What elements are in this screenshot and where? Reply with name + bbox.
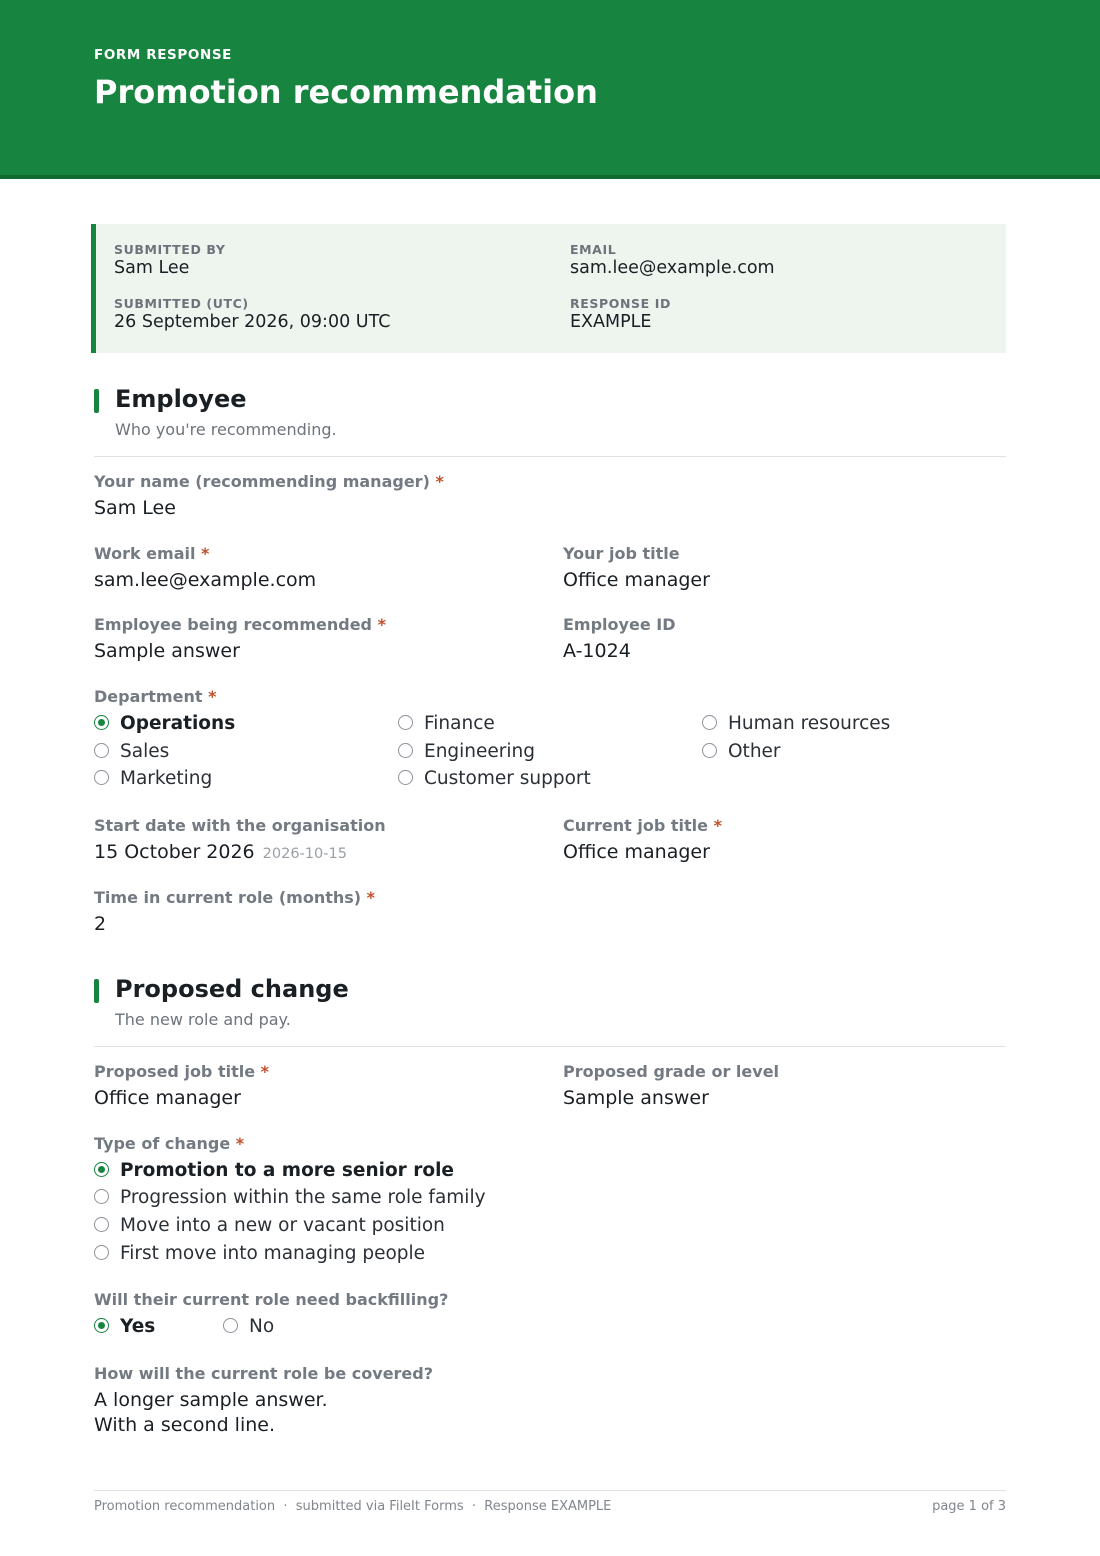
form-kicker: FORM RESPONSE <box>94 47 232 63</box>
field-label: Your name (recommending manager) * <box>94 472 444 491</box>
radio-option-yes[interactable]: Yes <box>94 1316 155 1338</box>
meta-submitted-by <box>114 242 225 279</box>
required-marker: * <box>208 687 217 706</box>
field-department <box>94 687 216 707</box>
section-subtitle: Who you're recommending. <box>115 420 337 439</box>
field-label: How will the current role be covered? <box>94 1364 434 1383</box>
radio-empty-icon <box>94 1189 109 1204</box>
required-marker: * <box>435 472 444 491</box>
field-label: Time in current role (months) * <box>94 888 376 907</box>
meta-response-id-value: EXAMPLE <box>570 312 652 332</box>
meta-submitted-utc-value: 26 September 2026, 09:00 UTC <box>114 312 391 332</box>
radio-option-sales[interactable]: Sales <box>94 741 169 763</box>
field-value: Sample answer <box>94 640 240 662</box>
footer-text: Promotion recommendation · submitted via FileIt Forms · Response EXAMPLE <box>94 1499 612 1514</box>
radio-empty-icon <box>94 1217 109 1232</box>
field-value: Office manager <box>563 569 710 591</box>
field-value-line: A longer sample answer. <box>94 1389 328 1411</box>
page-title: Promotion recommendation <box>94 73 598 111</box>
field-your-job-title <box>563 544 710 593</box>
section-employee-header <box>94 387 1006 457</box>
field-current-job-title <box>563 816 722 865</box>
field-time-in-role <box>94 888 375 937</box>
radio-option-no[interactable]: No <box>223 1316 274 1338</box>
field-label: Type of change * <box>94 1134 245 1153</box>
required-marker: * <box>713 816 722 835</box>
field-start-date <box>94 816 386 867</box>
field-label: Department * <box>94 687 217 706</box>
radio-empty-icon <box>398 715 413 730</box>
field-value: 2 <box>94 913 107 935</box>
section-subtitle: The new role and pay. <box>115 1010 291 1029</box>
radio-empty-icon <box>702 715 717 730</box>
radio-option-other[interactable]: Other <box>702 741 781 763</box>
field-value: 15 October 2026 2026-10-15 <box>94 841 347 863</box>
iso-date: 2026-10-15 <box>262 846 347 862</box>
radio-option-new-position[interactable]: Move into a new or vacant position <box>94 1215 445 1237</box>
meta-email-label: EMAIL <box>570 242 617 257</box>
section-proposed-header <box>94 977 1006 1047</box>
radio-option-marketing[interactable]: Marketing <box>94 768 212 790</box>
meta-response-id <box>570 296 671 333</box>
radio-selected-icon <box>94 1162 109 1177</box>
field-label: Employee being recommended * <box>94 615 386 634</box>
meta-email-value: sam.lee@example.com <box>570 258 775 278</box>
field-value: Office manager <box>563 841 710 863</box>
required-marker: * <box>260 1062 270 1081</box>
field-label: Proposed job title * <box>94 1062 270 1081</box>
meta-response-id-label: RESPONSE ID <box>570 296 671 311</box>
radio-option-human-resources[interactable]: Human resources <box>702 713 890 735</box>
field-coverage <box>94 1364 433 1438</box>
radio-selected-icon <box>94 1318 109 1333</box>
radio-empty-icon <box>223 1318 238 1333</box>
field-work-email <box>94 544 316 593</box>
field-your-name <box>94 472 444 521</box>
field-backfill <box>94 1290 448 1310</box>
field-value: Sample answer <box>563 1087 709 1109</box>
radio-option-customer-support[interactable]: Customer support <box>398 768 591 790</box>
section-title: Proposed change <box>115 975 349 1003</box>
radio-option-managing-people[interactable]: First move into managing people <box>94 1243 425 1265</box>
field-proposed-grade <box>563 1062 779 1111</box>
meta-submitted-by-label: SUBMITTED BY <box>114 242 226 257</box>
field-label: Proposed grade or level <box>563 1062 780 1081</box>
radio-empty-icon <box>398 743 413 758</box>
radio-empty-icon <box>702 743 717 758</box>
radio-option-engineering[interactable]: Engineering <box>398 741 535 763</box>
field-value: A-1024 <box>563 640 631 662</box>
field-value-line: With a second line. <box>94 1414 275 1436</box>
page-footer <box>94 1490 1006 1514</box>
radio-empty-icon <box>398 770 413 785</box>
field-label: Current job title * <box>563 816 722 835</box>
required-marker: * <box>377 615 386 634</box>
required-marker: * <box>235 1134 245 1153</box>
field-label: Your job title <box>563 544 680 563</box>
field-value: Sam Lee <box>94 497 176 519</box>
field-employee-id <box>563 615 675 664</box>
field-proposed-job-title <box>94 1062 269 1111</box>
radio-empty-icon <box>94 770 109 785</box>
section-title: Employee <box>115 385 247 413</box>
field-value <box>94 1388 433 1438</box>
field-label: Start date with the organisation <box>94 816 386 835</box>
radio-option-finance[interactable]: Finance <box>398 713 495 735</box>
meta-submitted-by-value: Sam Lee <box>114 258 190 278</box>
submission-meta-panel <box>91 224 1006 353</box>
radio-option-promotion[interactable]: Promotion to a more senior role <box>94 1160 454 1182</box>
meta-submitted-utc-label: SUBMITTED (UTC) <box>114 296 249 311</box>
required-marker: * <box>201 544 210 563</box>
field-value: sam.lee@example.com <box>94 569 317 591</box>
field-label: Employee ID <box>563 615 676 634</box>
meta-email <box>570 242 775 279</box>
radio-selected-icon <box>94 715 109 730</box>
field-employee-recommended <box>94 615 386 664</box>
required-marker: * <box>366 888 376 907</box>
field-label: Work email * <box>94 544 210 563</box>
meta-submitted-utc <box>114 296 390 333</box>
radio-option-progression[interactable]: Progression within the same role family <box>94 1187 486 1209</box>
section-accent-bar <box>94 979 99 1003</box>
radio-option-operations[interactable]: Operations <box>94 713 235 735</box>
header-banner <box>0 0 1100 179</box>
radio-empty-icon <box>94 743 109 758</box>
section-accent-bar <box>94 389 99 413</box>
page-number: page 1 of 3 <box>932 1499 1006 1514</box>
field-label: Will their current role need backfilling? <box>94 1290 449 1309</box>
field-value: Office manager <box>94 1087 241 1109</box>
radio-empty-icon <box>94 1245 109 1260</box>
field-type-of-change <box>94 1134 244 1154</box>
